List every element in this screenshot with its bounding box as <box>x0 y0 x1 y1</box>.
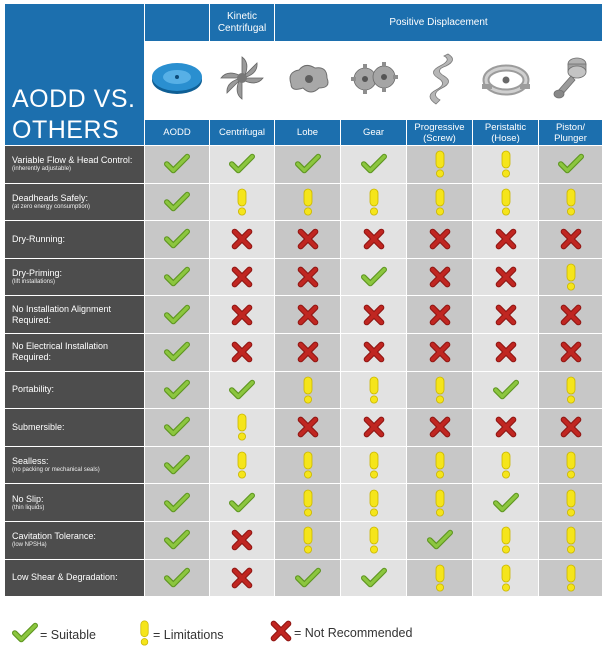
table-cell <box>473 522 538 559</box>
table-cell <box>341 484 406 521</box>
table-cell <box>407 447 472 484</box>
legend-suitable-label: = Suitable <box>40 627 96 642</box>
centrifugal-impeller-icon <box>217 53 267 108</box>
table-cell <box>210 334 274 371</box>
warning-icon <box>235 451 249 479</box>
cross-icon <box>231 567 253 589</box>
check-icon <box>229 151 255 177</box>
table-cell <box>473 447 538 484</box>
table-cell <box>473 221 538 258</box>
table-cell <box>275 372 340 409</box>
row-label-note: (low NPSHa) <box>12 542 47 549</box>
table-cell <box>145 447 209 484</box>
column-image-1 <box>145 42 209 119</box>
warning-icon <box>138 620 151 649</box>
table-cell <box>473 560 538 597</box>
row-label <box>5 259 144 296</box>
row-label-text: No Slip: <box>12 493 44 504</box>
row-label-text: Submersible: <box>12 421 65 432</box>
table-cell <box>407 372 472 409</box>
check-icon <box>164 490 190 516</box>
table-cell <box>275 522 340 559</box>
cross-icon <box>560 304 582 326</box>
check-icon <box>164 226 190 252</box>
row-label-text: Portability: <box>12 384 55 395</box>
row-label <box>5 334 144 371</box>
check-icon <box>361 264 387 290</box>
table-cell <box>407 409 472 446</box>
table-cell <box>275 259 340 296</box>
table-cell <box>539 221 602 258</box>
warning-icon <box>301 376 315 404</box>
group-header-aodd <box>145 4 209 41</box>
table-cell <box>341 221 406 258</box>
cross-icon <box>429 266 451 288</box>
row-label-text: Dry-Priming: <box>12 268 63 279</box>
column-header-5: Progressive (Screw) <box>407 120 472 145</box>
table-cell <box>407 221 472 258</box>
table-cell <box>341 372 406 409</box>
column-header-6: Peristaltic (Hose) <box>473 120 538 145</box>
cross-icon <box>495 228 517 250</box>
cross-icon <box>297 228 319 250</box>
table-cell <box>539 259 602 296</box>
row-label <box>5 409 144 446</box>
check-icon <box>164 264 190 290</box>
table-cell <box>210 560 274 597</box>
table-cell <box>145 259 209 296</box>
table-cell <box>145 484 209 521</box>
warning-icon <box>564 564 578 592</box>
row-label <box>5 447 144 484</box>
table-cell <box>275 409 340 446</box>
warning-icon <box>367 526 381 554</box>
column-header-2: Centrifugal <box>210 120 274 145</box>
row-label-text: Low Shear & Degradation: <box>12 572 118 583</box>
warning-icon <box>564 526 578 554</box>
table-cell <box>407 296 472 333</box>
table-cell <box>341 560 406 597</box>
check-icon <box>295 151 321 177</box>
check-icon <box>164 377 190 403</box>
table-cell <box>407 522 472 559</box>
cross-icon <box>429 228 451 250</box>
row-label <box>5 146 144 183</box>
table-cell <box>473 184 538 221</box>
cross-icon <box>270 620 292 645</box>
check-icon <box>558 151 584 177</box>
warning-icon <box>564 451 578 479</box>
cross-icon <box>297 266 319 288</box>
legend-limitations-label: = Limitations <box>153 627 224 642</box>
cross-icon <box>429 341 451 363</box>
table-cell <box>275 560 340 597</box>
table-cell <box>210 409 274 446</box>
table-cell <box>210 484 274 521</box>
row-label-note: (thin liquids) <box>12 504 45 511</box>
group-header-kinetic: Kinetic Centrifugal <box>210 4 274 41</box>
table-cell <box>407 259 472 296</box>
table-cell <box>145 372 209 409</box>
warning-icon <box>433 376 447 404</box>
table-cell <box>145 560 209 597</box>
table-cell <box>275 146 340 183</box>
legend-not-recommended-label: = Not Recommended <box>294 625 413 640</box>
column-image-6 <box>473 42 538 119</box>
check-icon <box>229 377 255 403</box>
row-label-note: (inherently adjustable) <box>12 166 72 173</box>
warning-icon <box>499 188 513 216</box>
peristaltic-hose-icon <box>478 58 534 103</box>
legend-limitations <box>138 620 224 649</box>
warning-icon <box>367 376 381 404</box>
table-cell <box>473 146 538 183</box>
table-cell <box>539 447 602 484</box>
check-icon <box>164 527 190 553</box>
check-icon <box>164 339 190 365</box>
title-panel <box>5 4 144 145</box>
row-label-text: Dry-Running: <box>12 233 66 244</box>
table-cell <box>407 184 472 221</box>
table-cell <box>275 447 340 484</box>
warning-icon <box>433 564 447 592</box>
warning-icon <box>235 188 249 216</box>
table-cell <box>210 372 274 409</box>
cross-icon <box>363 341 385 363</box>
table-cell <box>539 409 602 446</box>
cross-icon <box>560 416 582 438</box>
table-cell <box>341 259 406 296</box>
progressive-screw-icon <box>418 50 462 111</box>
table-cell <box>473 484 538 521</box>
check-icon <box>12 620 38 649</box>
table-cell <box>539 296 602 333</box>
column-header-4: Gear <box>341 120 406 145</box>
warning-icon <box>433 451 447 479</box>
column-image-4 <box>341 42 406 119</box>
column-image-7 <box>539 42 602 119</box>
column-header-1: AODD <box>145 120 209 145</box>
table-cell <box>539 522 602 559</box>
warning-icon <box>564 376 578 404</box>
table-cell <box>275 484 340 521</box>
cross-icon <box>560 341 582 363</box>
warning-icon <box>499 526 513 554</box>
table-cell <box>210 296 274 333</box>
table-cell <box>539 560 602 597</box>
cross-icon <box>495 416 517 438</box>
table-cell <box>539 184 602 221</box>
table-cell <box>473 409 538 446</box>
check-icon <box>164 151 190 177</box>
table-cell <box>407 484 472 521</box>
table-cell <box>145 296 209 333</box>
row-label <box>5 560 144 597</box>
legend-suitable <box>12 620 96 649</box>
row-label-text: Cavitation Tolerance: <box>12 531 96 542</box>
table-cell <box>341 334 406 371</box>
cross-icon <box>297 341 319 363</box>
check-icon <box>164 189 190 215</box>
warning-icon <box>301 526 315 554</box>
legend-not-recommended <box>270 620 412 645</box>
table-cell <box>473 259 538 296</box>
table-cell <box>341 409 406 446</box>
table-cell <box>275 184 340 221</box>
cross-icon <box>429 416 451 438</box>
column-image-5 <box>407 42 472 119</box>
table-cell <box>145 146 209 183</box>
column-image-3 <box>275 42 340 119</box>
group-header-positive-displacement: Positive Displacement <box>275 4 602 41</box>
cross-icon <box>231 341 253 363</box>
check-icon <box>361 565 387 591</box>
lobe-rotor-icon <box>283 58 333 103</box>
cross-icon <box>297 416 319 438</box>
table-cell <box>210 146 274 183</box>
table-cell <box>473 372 538 409</box>
warning-icon <box>433 150 447 178</box>
warning-icon <box>367 489 381 517</box>
table-cell <box>275 296 340 333</box>
table-cell <box>341 522 406 559</box>
table-cell <box>473 296 538 333</box>
column-header-3: Lobe <box>275 120 340 145</box>
check-icon <box>229 490 255 516</box>
table-cell <box>145 522 209 559</box>
gear-rotor-icon <box>346 60 402 101</box>
row-label-text: Variable Flow & Head Control: <box>12 155 133 166</box>
table-cell <box>145 334 209 371</box>
table-cell <box>407 560 472 597</box>
table-cell <box>210 184 274 221</box>
check-icon <box>164 414 190 440</box>
warning-icon <box>499 451 513 479</box>
table-cell <box>539 484 602 521</box>
row-label-note: (at zero energy consumption) <box>12 203 91 210</box>
row-label <box>5 522 144 559</box>
cross-icon <box>560 228 582 250</box>
table-cell <box>539 146 602 183</box>
table-cell <box>341 447 406 484</box>
check-icon <box>361 151 387 177</box>
cross-icon <box>231 304 253 326</box>
column-image-2 <box>210 42 274 119</box>
cross-icon <box>231 529 253 551</box>
column-header-7: Piston/ Plunger <box>539 120 602 145</box>
table-cell <box>145 184 209 221</box>
table-cell <box>275 334 340 371</box>
table-cell <box>210 522 274 559</box>
row-label-text: Sealless: <box>12 456 49 467</box>
row-label <box>5 221 144 258</box>
cross-icon <box>231 266 253 288</box>
cross-icon <box>363 304 385 326</box>
warning-icon <box>499 150 513 178</box>
row-label <box>5 484 144 521</box>
row-label-note: (lift installations) <box>12 279 56 286</box>
table-cell <box>275 221 340 258</box>
cross-icon <box>297 304 319 326</box>
row-label <box>5 296 144 333</box>
cross-icon <box>363 228 385 250</box>
warning-icon <box>564 188 578 216</box>
warning-icon <box>301 489 315 517</box>
table-cell <box>341 296 406 333</box>
cross-icon <box>231 228 253 250</box>
piston-plunger-icon <box>549 52 593 109</box>
warning-icon <box>433 188 447 216</box>
check-icon <box>493 377 519 403</box>
table-cell <box>407 146 472 183</box>
warning-icon <box>367 188 381 216</box>
warning-icon <box>564 489 578 517</box>
check-icon <box>164 452 190 478</box>
row-label-text: Deadheads Safely: <box>12 192 89 203</box>
table-cell <box>539 334 602 371</box>
cross-icon <box>429 304 451 326</box>
cross-icon <box>495 266 517 288</box>
cross-icon <box>495 341 517 363</box>
comparison-table <box>5 4 601 604</box>
row-label-text: No Installation Alignment Required: <box>12 303 112 325</box>
check-icon <box>427 527 453 553</box>
table-cell <box>473 334 538 371</box>
warning-icon <box>301 451 315 479</box>
cross-icon <box>495 304 517 326</box>
warning-icon <box>499 564 513 592</box>
table-cell <box>341 184 406 221</box>
page-title: AODD VS. OTHERS <box>12 85 136 144</box>
check-icon <box>493 490 519 516</box>
warning-icon <box>564 263 578 291</box>
table-cell <box>539 372 602 409</box>
row-label-text: No Electrical Installation Required: <box>12 341 109 363</box>
row-label-note: (no packing or mechanical seals) <box>12 467 100 474</box>
table-cell <box>145 409 209 446</box>
warning-icon <box>301 188 315 216</box>
row-label <box>5 372 144 409</box>
row-label <box>5 184 144 221</box>
warning-icon <box>235 413 249 441</box>
check-icon <box>295 565 321 591</box>
warning-icon <box>433 489 447 517</box>
aodd-pump-icon <box>149 56 205 105</box>
table-cell <box>210 221 274 258</box>
table-cell <box>210 259 274 296</box>
check-icon <box>164 302 190 328</box>
table-cell <box>145 221 209 258</box>
check-icon <box>164 565 190 591</box>
cross-icon <box>363 416 385 438</box>
table-cell <box>210 447 274 484</box>
table-cell <box>407 334 472 371</box>
table-cell <box>341 146 406 183</box>
warning-icon <box>367 451 381 479</box>
